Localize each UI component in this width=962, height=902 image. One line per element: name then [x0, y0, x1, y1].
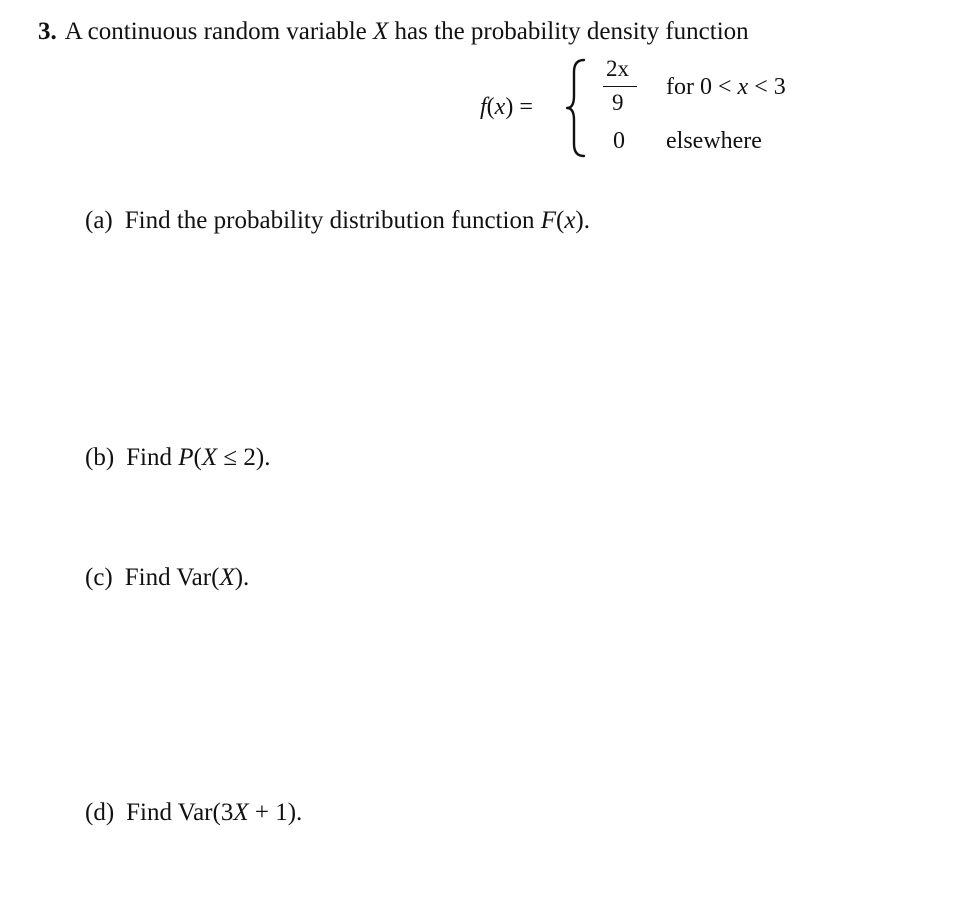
part-math-fn: F — [540, 207, 556, 234]
case1-fraction-denominator: 9 — [612, 90, 624, 115]
part-text: Find — [126, 444, 179, 471]
part-label: (b) — [85, 444, 115, 471]
question-intro-text-end: has the probability density function — [388, 18, 749, 45]
part-label: (d) — [85, 799, 115, 826]
case1-condition-end: < 3 — [748, 74, 786, 100]
part-math-rest: (X ≤ 2) — [193, 444, 265, 471]
case1-fraction-numerator — [606, 55, 629, 83]
part-tail: . — [264, 444, 271, 471]
case1-fraction-bar — [603, 86, 637, 87]
case2-value: 0 — [613, 128, 625, 154]
part-math-fn: X — [219, 564, 235, 591]
pdf-lhs — [480, 92, 533, 122]
part-tail: . — [583, 207, 590, 234]
part-d — [85, 797, 302, 829]
case1-condition-text: for 0 < — [666, 74, 738, 100]
case2-condition: elsewhere — [666, 128, 762, 154]
part-math-rest: + 1 — [254, 799, 288, 826]
question-number: 3. — [38, 18, 57, 45]
part-math-rest: (x) — [555, 207, 584, 234]
pdf-function-name: f — [480, 94, 487, 120]
part-b — [85, 442, 270, 474]
part-c — [85, 562, 249, 594]
question-intro-text: A continuous random variable — [64, 18, 374, 45]
case1-condition-variable: x — [737, 74, 749, 100]
part-math-fn: P — [178, 444, 194, 471]
part-text: Find Var( — [124, 564, 220, 591]
pdf-function-arg: (x) — [486, 94, 514, 120]
part-label: (a) — [85, 207, 113, 234]
part-label: (c) — [85, 564, 113, 591]
part-tail: ). — [287, 799, 303, 826]
part-tail: ). — [234, 564, 250, 591]
part-a — [85, 205, 590, 237]
question-intro-variable: X — [373, 18, 389, 45]
case1-condition — [666, 72, 786, 102]
case1-numerator-text: 2x — [606, 56, 629, 81]
part-text: Find Var(3 — [126, 799, 234, 826]
part-text: Find the probability distribution function — [124, 207, 541, 234]
pdf-equals-sign: = — [513, 94, 533, 120]
left-brace-icon — [566, 58, 588, 158]
part-math-fn: X — [233, 799, 249, 826]
question-header — [38, 16, 749, 48]
